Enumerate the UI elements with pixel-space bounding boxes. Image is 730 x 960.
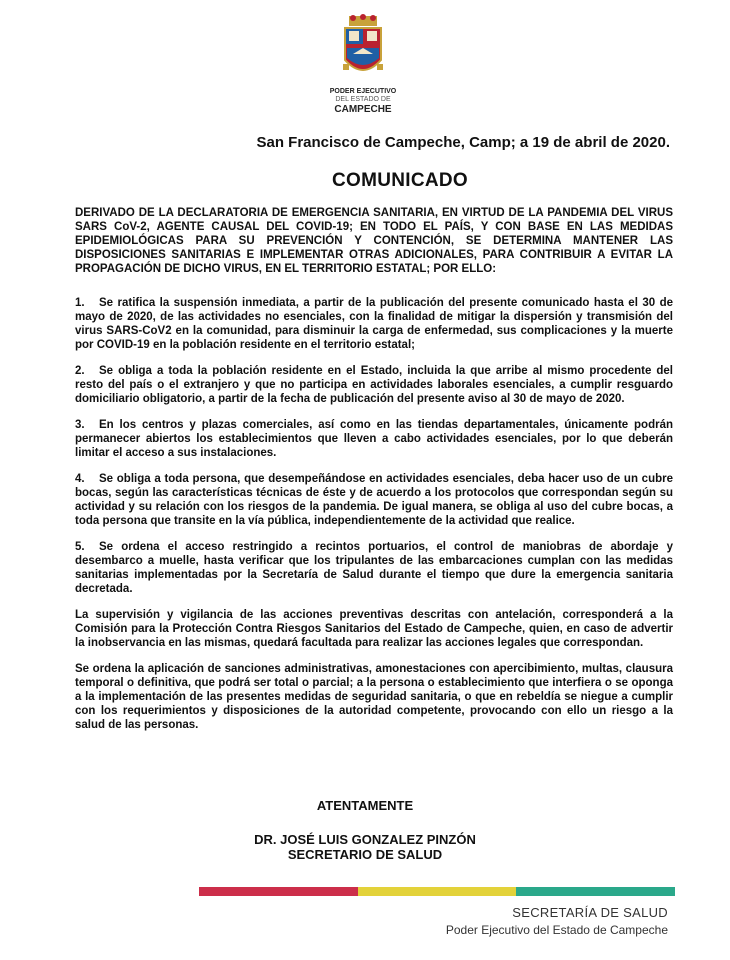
numbered-item-2 — [75, 364, 673, 406]
item-number: 3. — [75, 419, 85, 431]
campeche-coat-of-arms-icon — [341, 14, 385, 86]
color-bar-yellow — [358, 887, 517, 896]
numbered-item-4 — [75, 472, 673, 528]
seal-caption-line-3: CAMPECHE — [334, 104, 392, 115]
seal-caption — [326, 88, 400, 115]
supervision-paragraph: La supervisión y vigilancia de las acciones preventivas descritas con antelación, corresponderá a la Comisión para la Protección Contra Riesgos Sanitarios del Estado de Campeche, quien, en caso de advertir la inobservancia en las mismas, quedará facultada para realizar las acciones legales que correspondan. — [75, 609, 673, 649]
numbered-item-3 — [75, 418, 673, 460]
seal-caption-line-1: PODER EJECUTIVO — [329, 88, 397, 95]
item-text: En los centros y plazas comerciales, así como en las tiendas departamentales, únicamente podrán permanecer abiertos los establecimientos que lleven a cabo actividades esenciales, por lo que deberán limitar el acceso a sus instalaciones. — [75, 419, 673, 459]
document-body — [75, 206, 673, 744]
numbered-item-1 — [75, 296, 673, 352]
closing-salutation: ATENTAMENTE — [316, 798, 414, 813]
color-bar-red — [199, 887, 358, 896]
color-bar-green — [516, 887, 675, 896]
intro-paragraph: DERIVADO DE LA DECLARATORIA DE EMERGENCIA SANITARIA, EN VIRTUD DE LA PANDEMIA DEL VIRUS SARS CoV-2, AGENTE CAUSAL DEL COVID-19; EN TODO EL PAÍS, Y CON BASE EN LAS MEDIDAS EPIDEMIOLÓGICAS PARA SU PREVENCIÓN Y CONTENCIÓN, SE DETERMINA MANTENER LAS DISPOSICIONES SANITARIAS E IMPLEMENTAR OTRAS ADICIONALES, PARA CONTRIBUIR A EVITAR LA PROPAGACIÓN DE DICHO VIRUS, EN EL TERRITORIO ESTATAL; POR ELLO: — [75, 207, 673, 275]
item-number: 2. — [75, 365, 85, 377]
item-text: Se obliga a toda persona, que desempeñándose en actividades esenciales, deba hacer uso de un cubre bocas, según las características técnicas de éste y de acuerdo a los protocolos que correspondan según su actividad y su relación con los riesgos de la pandemia. De igual manera, se obliga al uso del cubre bocas, a toda persona que transite en la vía pública, independientemente de la actividad que realice. — [75, 473, 673, 527]
signatory-role: SECRETARIO DE SALUD — [287, 847, 443, 862]
footer-color-bar — [199, 887, 675, 896]
signatory-block — [0, 832, 730, 862]
sanctions-paragraph: Se ordena la aplicación de sanciones administrativas, amonestaciones con apercibimiento, multas, clausura temporal o definitiva, que podrá ser total o parcial; a la persona o establecimiento que interfiera o se oponga a la implementación de las presentes medidas de seguridad sanitaria, o que en rebeldía se niegue a cumplir con los requerimientos y disposiciones de la autoridad competente, provocando con ello un riesgo a la salud de las personas. — [75, 663, 673, 731]
item-text: Se ratifica la suspensión inmediata, a partir de la publicación del presente comunicado hasta el 30 de mayo de 2020, de las actividades no esenciales, con la finalidad de mitigar la dispersión y transmisión del virus SARS-CoV2 en la comunidad, para disminuir la carga de enfermedad, sus complicaciones y la muerte por COVID-19 en la población residente en el territorio estatal; — [75, 297, 673, 351]
document-title: COMUNICADO — [332, 170, 468, 191]
dateline: San Francisco de Campeche, Camp; a 19 de abril de 2020. — [256, 134, 670, 151]
item-number: 1. — [75, 297, 85, 309]
item-number: 5. — [75, 541, 85, 553]
state-seal-logo — [326, 14, 400, 115]
seal-caption-line-2: DEL ESTADO DE — [335, 96, 391, 103]
numbered-item-5 — [75, 540, 673, 596]
item-text: Se ordena el acceso restringido a recintos portuarios, el control de maniobras de abordaje y desembarco a muelle, hasta verificar que los tripulantes de las embarcaciones cumplan con las medidas sanitarias implementadas por la Secretaría de Salud durante el tiempo que dure la emergencia sanitaria decretada. — [75, 541, 673, 595]
footer-government: Poder Ejecutivo del Estado de Campeche — [445, 923, 668, 937]
signatory-name: DR. JOSÉ LUIS GONZALEZ PINZÓN — [254, 832, 476, 847]
item-text: Se obliga a toda la población residente en el Estado, incluida la que arribe al mismo procedente del resto del país o el extranjero y que no participa en actividades laborales esenciales, a cumplir resguardo domiciliario obligatorio, a partir de la fecha de publicación del presente aviso al 30 de mayo de 2020. — [75, 365, 673, 405]
item-number: 4. — [75, 473, 85, 485]
footer-department: SECRETARÍA DE SALUD — [512, 905, 668, 920]
